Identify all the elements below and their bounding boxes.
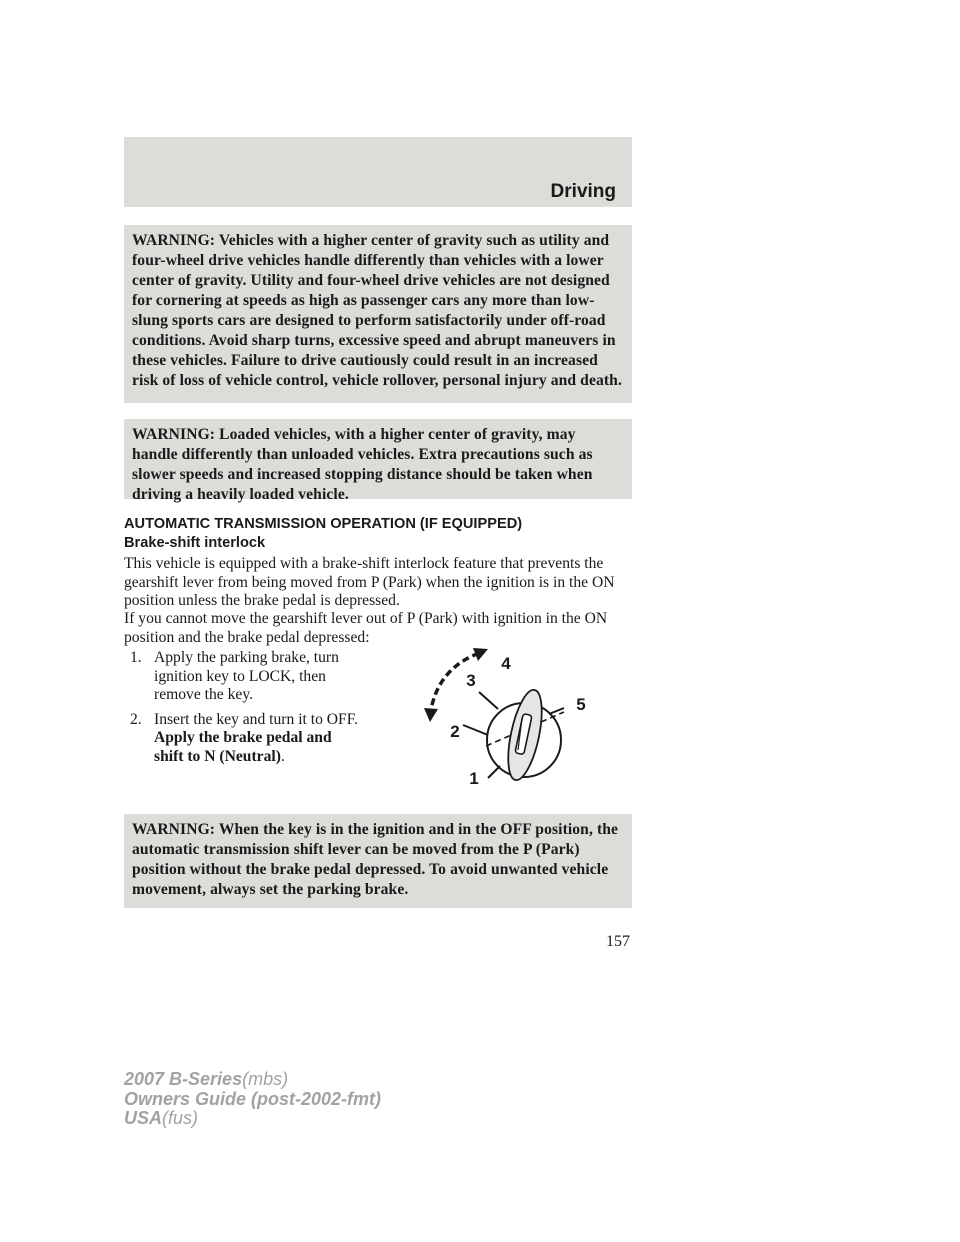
position-line-3 <box>479 692 498 709</box>
list-item <box>130 711 360 767</box>
section-header: Driving <box>550 181 616 202</box>
diagram-label-1: 1 <box>469 769 479 788</box>
warning-text: WARNING: Loaded vehicles, with a higher center of gravity, may handle differently than unloaded vehicles. Extra precautions such as slower speeds and increased stopping distance should be taken when driving a heavily loaded vehicle. <box>132 426 593 503</box>
header-band <box>124 137 632 207</box>
warning-box-off-position <box>124 814 632 908</box>
warning-box-center-of-gravity <box>124 225 632 403</box>
ignition-key-diagram <box>418 642 593 797</box>
footer: 2007 B-Series(mbs) Owners Guide (post-2002-fmt) USA(fus) <box>124 1069 382 1128</box>
diagram-label-3: 3 <box>466 671 476 690</box>
arrow-head-bottom <box>424 708 438 722</box>
diagram-label-2: 2 <box>450 722 460 741</box>
position-line-1 <box>488 766 500 778</box>
step-text: Apply the parking brake, turn ignition key to LOCK, then remove the key. <box>154 649 339 703</box>
position-line-2 <box>463 725 488 735</box>
warning-box-loaded-vehicles <box>124 419 632 503</box>
step-emphasis: Apply the brake pedal and shift to N (Neutral) <box>154 729 332 765</box>
subsection-title: Brake-shift interlock <box>124 535 266 551</box>
warning-text: WARNING: When the key is in the ignition and in the OFF position, the automatic transmission shift lever can be moved from the P (Park) position without the brake pedal depressed. To avoid unwanted vehicle movement, always set the parking brake. <box>132 821 619 898</box>
step-number: 2. <box>130 710 142 728</box>
paragraph-interlock-condition: If you cannot move the gearshift lever out of P (Park) with ignition in the ON position and the brake pedal depressed: <box>124 610 608 646</box>
step-text: Insert the key and turn it to OFF. Apply the brake pedal and shift to N (Neutral). <box>154 710 359 765</box>
section-title: AUTOMATIC TRANSMISSION OPERATION (IF EQUIPPED) <box>124 516 523 532</box>
diagram-label-5: 5 <box>576 695 586 714</box>
page-number: 157 <box>606 933 630 950</box>
steps-list <box>130 649 360 772</box>
list-item <box>130 649 360 705</box>
diagram-label-4: 4 <box>501 654 511 673</box>
paragraph-interlock-description: This vehicle is equipped with a brake-shift interlock feature that prevents the gearshift lever from being moved from P (Park) when the ignition is in the ON position unless the brake pedal is depressed. <box>124 555 615 609</box>
step-number: 1. <box>130 649 142 666</box>
warning-text: WARNING: Vehicles with a higher center of gravity such as utility and four-wheel drive vehicles handle differently than vehicles with a lower center of gravity. Utility and four-wheel drive vehicles are not designed for cornering at speeds as high as passenger cars any more than low-slung sports cars are designed to perform satisfactorily under off-road conditions. Avoid sharp turns, excessive speed and abrupt maneuvers in these vehicles. Failure to drive cautiously could result in an increased risk of loss of vehicle control, vehicle rollover, personal injury and death. <box>132 232 622 389</box>
